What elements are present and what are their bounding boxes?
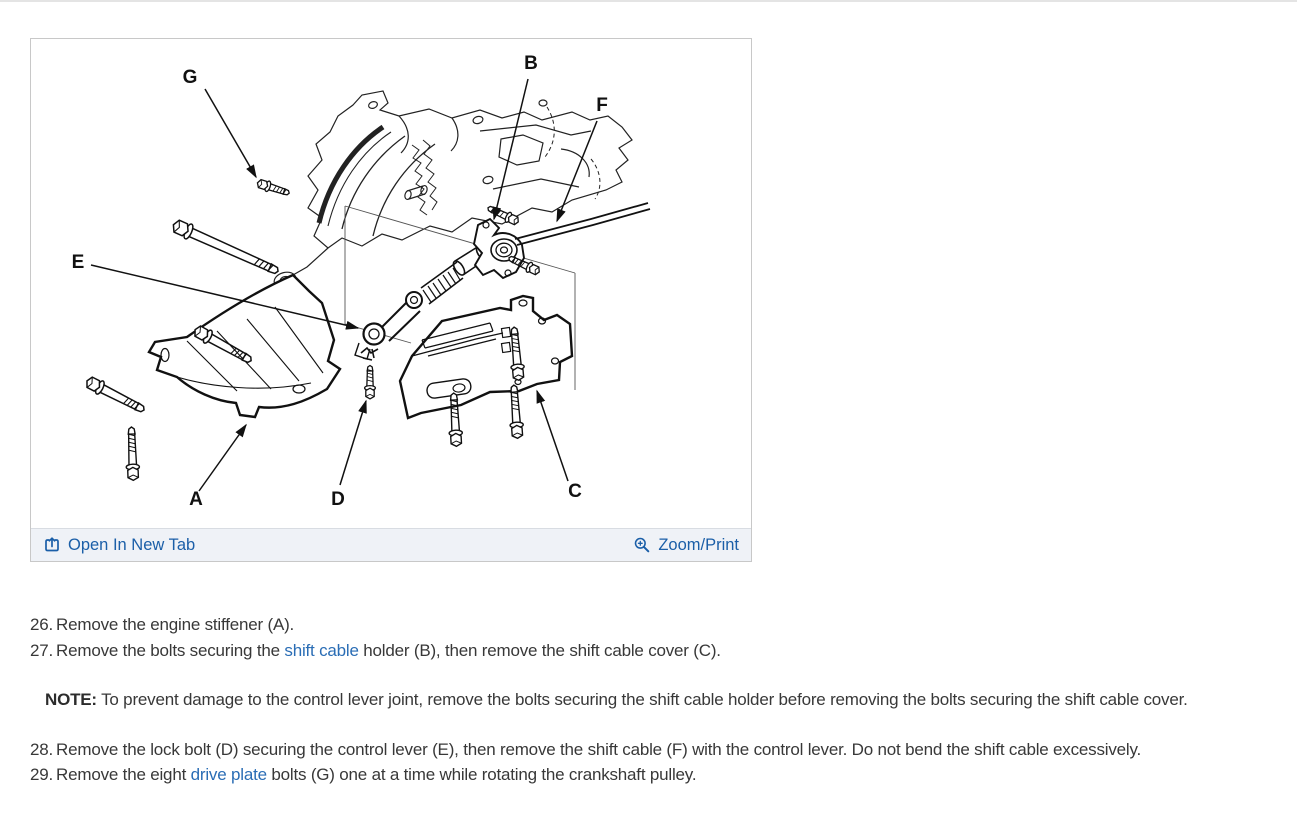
step-27 (30, 638, 1270, 664)
step-27-text-post: holder (B), then remove the shift cable cover (C). (358, 640, 721, 660)
step-27-number: 27. (30, 640, 54, 660)
shift-cable-link[interactable]: shift cable (284, 640, 359, 660)
note-text: To prevent damage to the control lever joint, remove the bolts securing the shift cable holder before removing the bolts securing the shift cable cover. (101, 690, 1188, 709)
transmission-housing-drawing (272, 91, 632, 290)
lock-bolt-drawing (361, 348, 378, 399)
step-26-number: 26. (30, 615, 54, 634)
zoom-magnifier-icon (633, 536, 651, 554)
shift-cable-holder-drawing (474, 219, 524, 278)
figure-area (31, 39, 751, 528)
diagram-label-c: C (568, 481, 582, 502)
zoom-print-label: Zoom/Print (658, 535, 739, 554)
diagram-label-g: G (182, 67, 198, 88)
diagram-label-b: B (524, 53, 538, 74)
note-label: NOTE: (45, 690, 97, 709)
page-top-divider (0, 0, 1297, 2)
diagram-label-d: D (331, 489, 345, 510)
drive-plate-link[interactable]: drive plate (190, 765, 267, 784)
step-29 (30, 762, 1270, 788)
open-in-new-tab-link[interactable] (43, 536, 195, 555)
open-in-new-tab-label: Open In New Tab (68, 535, 196, 554)
shift-cable-cover-drawing (400, 296, 572, 418)
diagram-label-e: E (71, 252, 85, 273)
engine-diagram (31, 39, 751, 527)
step-29-text-post: bolts (G) one at a time while rotating the crankshaft pulley. (266, 765, 697, 784)
diagram-label-a: A (189, 489, 203, 510)
instruction-steps (30, 612, 1270, 788)
shift-cable-boot-drawing (421, 244, 490, 304)
step-27-text-pre: Remove the bolts securing the (56, 640, 285, 660)
figure-toolbar (31, 528, 751, 561)
step-28-text: Remove the lock bolt (D) securing the control lever (E), then remove the shift cable (F) with the control lever. Do not bend the shift cable excessively. (56, 739, 1142, 759)
diagram-label-f: F (596, 95, 608, 116)
step-28 (30, 737, 1270, 763)
step-29-text-pre: Remove the eight (56, 765, 191, 784)
figure-panel (30, 38, 752, 562)
engine-stiffener-drawing (149, 275, 340, 417)
step-26-text: Remove the engine stiffener (A). (56, 615, 295, 634)
step-28-number: 28. (30, 739, 54, 759)
step-26 (30, 612, 1270, 638)
shift-cable-drawing (515, 203, 650, 245)
zoom-print-link[interactable] (633, 536, 739, 555)
note-paragraph (30, 687, 1250, 713)
step-29-number: 29. (30, 765, 54, 784)
open-in-new-tab-icon (43, 536, 61, 554)
